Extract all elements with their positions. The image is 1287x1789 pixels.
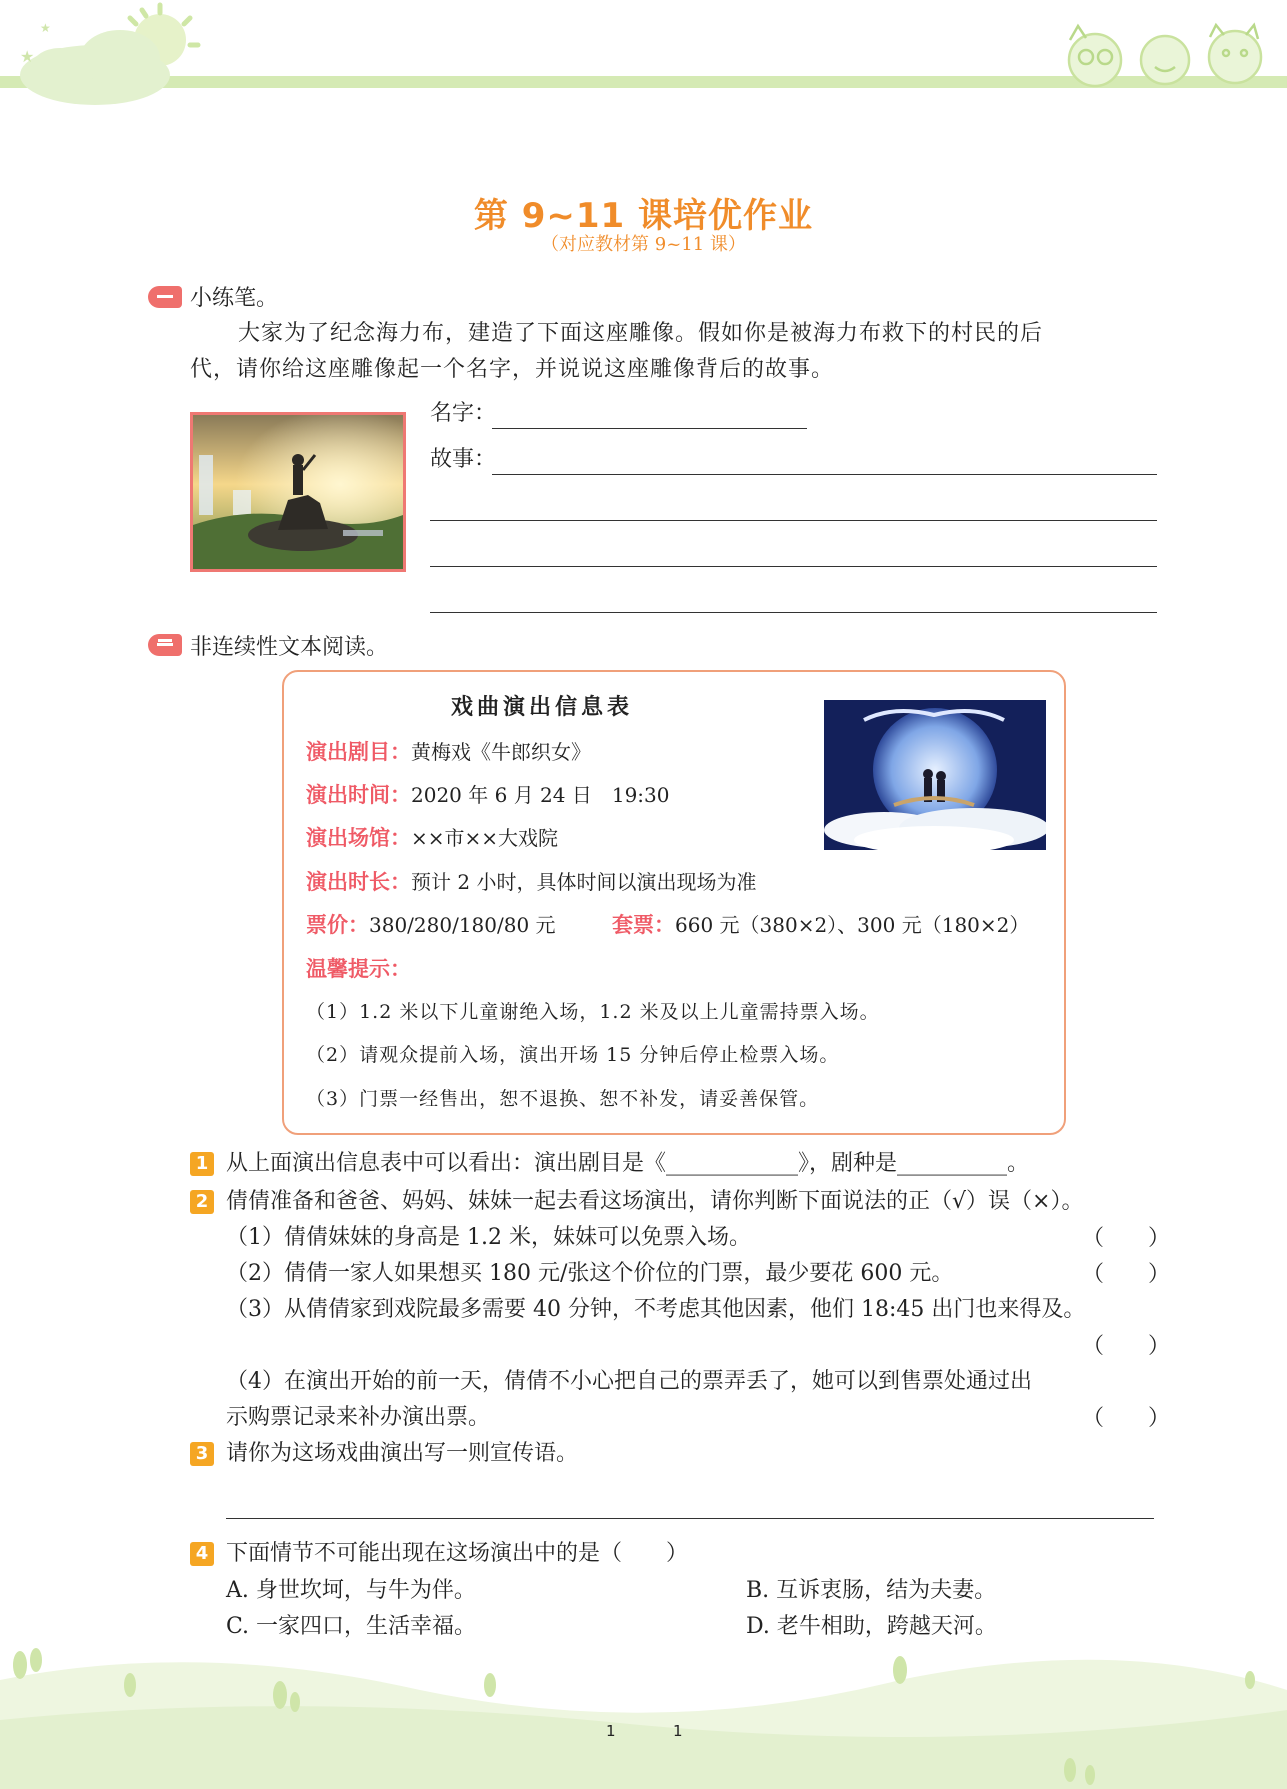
question-2-item-3: （3）从倩倩家到戏院最多需要 40 分钟，不考虑其他因素，他们 18:45 出门也来得及。 bbox=[226, 1297, 1086, 1322]
section-one-paragraph-line2: 代，请你给这座雕像起一个名字，并说说这座雕像背后的故事。 bbox=[190, 357, 835, 382]
option-c[interactable]: C. 一家四口，生活幸福。 bbox=[226, 1614, 477, 1639]
story-label: 故事： bbox=[430, 447, 497, 472]
price-label: 票价： bbox=[306, 913, 369, 937]
info-value: 预计 2 小时，具体时间以演出现场为准 bbox=[411, 870, 757, 894]
question-number-4: 4 bbox=[190, 1542, 214, 1566]
question-2-text: 倩倩准备和爸爸、妈妈、妹妹一起去看这场演出，请你判断下面说法的正（√）误（×）。 bbox=[226, 1189, 1084, 1214]
story-answer-line-4[interactable] bbox=[430, 612, 1157, 613]
statue-photo bbox=[190, 412, 406, 572]
slogan-answer-line[interactable] bbox=[226, 1518, 1154, 1519]
question-1-text: 从上面演出信息表中可以看出：演出剧目是《____________》，剧种是__________。 bbox=[226, 1151, 1030, 1176]
info-row-venue bbox=[306, 822, 558, 852]
tip-item-3: （3）门票一经售出，恕不退换、恕不补发，请妥善保管。 bbox=[306, 1088, 820, 1110]
package-value: 660 元（380×2）、300 元（180×2） bbox=[675, 913, 1030, 937]
opera-poster-image bbox=[824, 700, 1046, 850]
option-d[interactable]: D. 老牛相助，跨越天河。 bbox=[746, 1614, 997, 1639]
info-row-program bbox=[306, 736, 591, 766]
section-two-badge bbox=[148, 634, 182, 656]
question-number-2: 2 bbox=[190, 1190, 214, 1214]
option-a[interactable]: A. 身世坎坷，与牛为伴。 bbox=[226, 1578, 476, 1603]
answer-paren-2-3[interactable]: （ ） bbox=[1082, 1334, 1171, 1359]
section-one-badge bbox=[148, 286, 182, 308]
animal-faces-decoration bbox=[1050, 15, 1280, 95]
cloud-sun-decoration bbox=[0, 0, 210, 120]
tip-item-2: （2）请观众提前入场，演出开场 15 分钟后停止检票入场。 bbox=[306, 1044, 840, 1066]
answer-paren-2-4[interactable]: （ ） bbox=[1082, 1406, 1171, 1431]
grass-hills-decoration bbox=[0, 1640, 1287, 1789]
answer-paren-2-2[interactable]: （ ） bbox=[1082, 1262, 1171, 1287]
question-4-text: 下面情节不可能出现在这场演出中的是（ ） bbox=[226, 1541, 689, 1566]
story-answer-line-1[interactable] bbox=[492, 474, 1157, 475]
question-number-1: 1 bbox=[190, 1152, 214, 1176]
info-label: 演出剧目： bbox=[306, 740, 411, 764]
info-row-price bbox=[306, 909, 556, 939]
info-row-duration bbox=[306, 866, 756, 896]
question-number-3: 3 bbox=[190, 1442, 214, 1466]
page-title: 第 9~11 课培优作业 bbox=[473, 196, 814, 236]
story-answer-line-2[interactable] bbox=[430, 520, 1157, 521]
page-subtitle: （对应教材第 9~11 课） bbox=[541, 234, 746, 255]
question-3-text: 请你为这场戏曲演出写一则宣传语。 bbox=[226, 1441, 579, 1466]
price-value: 380/280/180/80 元 bbox=[369, 913, 556, 937]
question-2-item-4-cont: 示购票记录来补办演出票。 bbox=[226, 1405, 491, 1430]
info-value: 2020 年 6 月 24 日 19:30 bbox=[411, 783, 670, 807]
page-number-left: 1 bbox=[606, 1722, 616, 1740]
question-2-item-2: （2）倩倩一家人如果想买 180 元/张这个价位的门票，最少要花 600 元。 bbox=[226, 1261, 954, 1286]
info-table-title: 戏曲演出信息表 bbox=[450, 695, 633, 720]
svg-text:★: ★ bbox=[40, 21, 51, 35]
info-row-package bbox=[612, 909, 1029, 939]
section-one-paragraph-line1: 大家为了纪念海力布，建造了下面这座雕像。假如你是被海力布救下的村民的后 bbox=[238, 321, 1044, 346]
answer-paren-2-1[interactable]: （ ） bbox=[1082, 1226, 1171, 1251]
info-value: 黄梅戏《牛郎织女》 bbox=[411, 740, 591, 764]
name-label: 名字： bbox=[430, 401, 497, 426]
info-label: 演出时间： bbox=[306, 783, 411, 807]
tips-label: 温馨提示： bbox=[306, 957, 411, 981]
name-answer-line[interactable] bbox=[492, 428, 807, 429]
question-2-item-1: （1）倩倩妹妹的身高是 1.2 米，妹妹可以免票入场。 bbox=[226, 1225, 751, 1250]
option-b[interactable]: B. 互诉衷肠，结为夫妻。 bbox=[746, 1578, 997, 1603]
section-one-heading: 小练笔。 bbox=[190, 286, 279, 311]
story-answer-line-3[interactable] bbox=[430, 566, 1157, 567]
section-two-heading: 非连续性文本阅读。 bbox=[190, 635, 389, 660]
info-value: ××市××大戏院 bbox=[411, 826, 559, 850]
page-number-right: 1 bbox=[673, 1722, 683, 1740]
info-row-time bbox=[306, 779, 670, 809]
info-label: 演出时长： bbox=[306, 870, 411, 894]
svg-text:★: ★ bbox=[20, 47, 35, 66]
package-label: 套票： bbox=[612, 913, 675, 937]
info-label: 演出场馆： bbox=[306, 826, 411, 850]
tip-item-1: （1）1.2 米以下儿童谢绝入场，1.2 米及以上儿童需持票入场。 bbox=[306, 1001, 880, 1023]
question-2-item-4: （4）在演出开始的前一天，倩倩不小心把自己的票弄丢了，她可以到售票处通过出 bbox=[226, 1369, 1032, 1394]
